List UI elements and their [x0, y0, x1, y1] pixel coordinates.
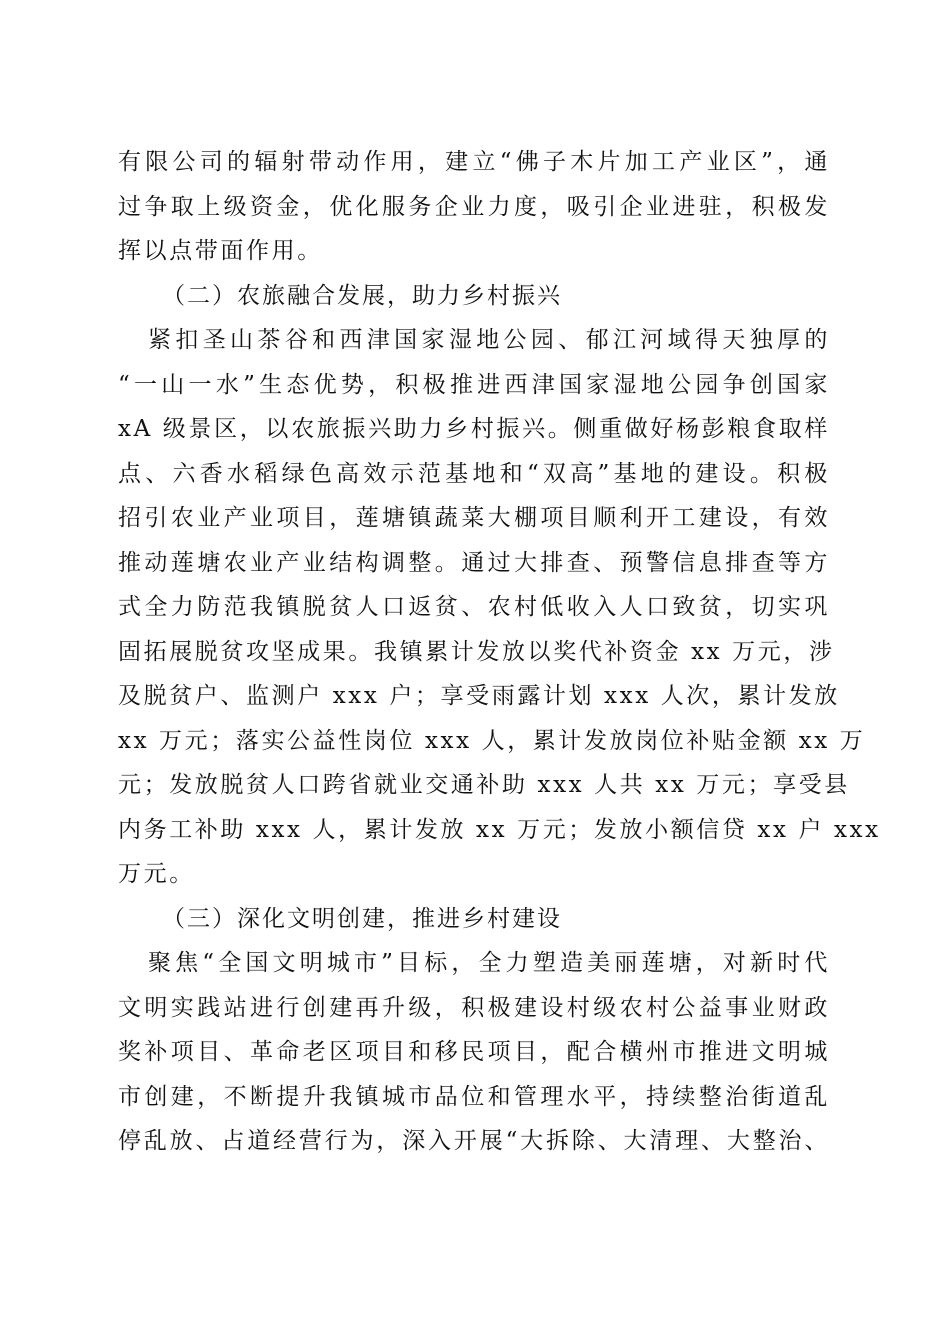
paragraph-line: 挥以点带面作用。 [118, 238, 323, 264]
paragraph-line: 有限公司的辐射带动作用，建立“佛子木片加工产业区”，通 [118, 149, 830, 175]
paragraph-line: 聚焦“全国文明城市”目标，全力塑造美丽莲塘，对新时代 [148, 950, 830, 976]
paragraph-line: 固拓展脱贫攻坚成果。我镇累计发放以奖代补资金 xx 万元，涉 [118, 638, 835, 665]
paragraph-line: 市创建，不断提升我镇城市品位和管理水平，持续整治街道乱 [118, 1083, 830, 1110]
paragraph-3 [118, 941, 830, 1164]
paragraph-line: 紧扣圣山茶谷和西津国家湿地公园、郁江河域得天独厚的 [148, 327, 830, 353]
paragraph-line: 招引农业产业项目，莲塘镇蔬菜大棚项目顺利开工建设，有效 [118, 505, 830, 531]
paragraph-line: 文明实践站进行创建再升级，积极建设村级农村公益事业财政 [118, 994, 830, 1021]
paragraph-1 [118, 140, 830, 274]
paragraph-line: 式全力防范我镇脱贫人口返贫、农村低收入人口致贫，切实巩 [118, 594, 830, 620]
paragraph-line: xA 级景区，以农旅振兴助力乡村振兴。侧重做好杨彭粮食取样 [118, 416, 830, 442]
document-body [118, 140, 881, 1164]
paragraph-line: “一山一水”生态优势，积极推进西津国家湿地公园争创国家 [118, 371, 830, 398]
paragraph-line: 点、六香水稻绿色高效示范基地和“双高”基地的建设。积极 [118, 460, 830, 487]
paragraph-line: xx 万元；落实公益性岗位 xxx 人，累计发放岗位补贴金额 xx 万 [118, 727, 866, 754]
paragraph-2 [118, 318, 881, 897]
paragraph-line: 内务工补助 xxx 人，累计发放 xx 万元；发放小额信贷 xx 户 xxx [118, 816, 881, 843]
paragraph-line: 及脱贫户、监测户 xxx 户；享受雨露计划 xxx 人次，累计发放 [118, 683, 840, 709]
paragraph-line: 过争取上级资金，优化服务企业力度，吸引企业进驻，积极发 [118, 193, 830, 220]
section-heading-2: （二）农旅融合发展，助力乡村振兴 [162, 282, 562, 309]
paragraph-line: 万元。 [118, 861, 195, 887]
section-heading-3: （三）深化文明创建，推进乡村建设 [162, 905, 562, 932]
paragraph-line: 推动莲塘农业产业结构调整。通过大排查、预警信息排查等方 [118, 549, 830, 576]
paragraph-line: 停乱放、占道经营行为，深入开展“大拆除、大清理、大整治、 [118, 1128, 830, 1154]
paragraph-line: 元；发放脱贫人口跨省就业交通补助 xxx 人共 xx 万元；享受县 [118, 772, 850, 798]
paragraph-line: 奖补项目、革命老区项目和移民项目，配合横州市推进文明城 [118, 1039, 830, 1065]
